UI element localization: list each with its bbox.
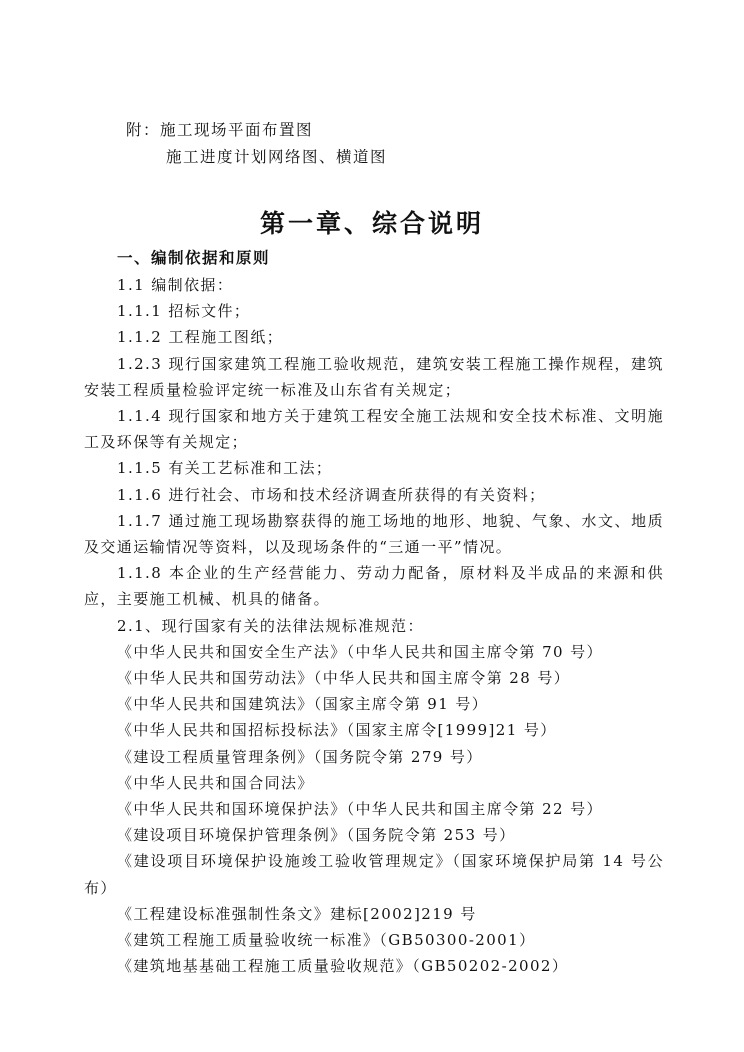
- law-reference: 《中华人民共和国招标投标法》（国家主席令[1999]21 号）: [117, 721, 557, 740]
- law-reference: 《建筑地基基础工程施工质量验收规范》（GB50202-2002）: [117, 957, 569, 976]
- paragraph: 1.2.3 现行国家建筑工程施工验收规范，建筑安装工程施工操作规程，建筑安装工程质量检验评定统一标准及山东省有关规定；: [84, 354, 664, 399]
- paragraph: 1.1.4 现行国家和地方关于建筑工程安全施工法规和安全技术标准、文明施工及环保等有关规定；: [84, 407, 664, 452]
- law-reference: 《建设项目环境保护设施竣工验收管理规定》（国家环境保护局第 14 号公布）: [84, 852, 664, 897]
- appendix-line: 施工进度计划网络图、横道图: [166, 148, 388, 166]
- paragraph: 1.1 编制依据：: [117, 276, 234, 294]
- chapter-title: 第一章、综合说明: [259, 209, 484, 238]
- body-content: [84, 272, 664, 979]
- law-reference: 《工程建设标准强制性条文》建标[2002]219 号: [117, 904, 477, 923]
- appendix-line: 附：施工现场平面布置图: [126, 121, 314, 139]
- paragraph: 1.1.6 进行社会、市场和技术经济调查所获得的有关资料；: [117, 485, 546, 504]
- law-reference: 《中华人民共和国环境保护法》（中华人民共和国主席令第 22 号）: [117, 800, 603, 819]
- law-reference: 《中华人民共和国劳动法》（中华人民共和国主席令第 28 号）: [117, 669, 571, 688]
- paragraph: 1.1.8 本企业的生产经营能力、劳动力配备，原材料及半成品的来源和供应，主要施工机械、机具的储备。: [84, 564, 664, 609]
- law-reference: 《中华人民共和国合同法》: [117, 773, 314, 792]
- paragraph: 2.1、现行国家有关的法律法规标准规范：: [117, 616, 424, 635]
- paragraph: 1.1.7 通过施工现场勘察获得的施工场地的地形、地貌、气象、水文、地质及交通运输情况等资料，以及现场条件的“三通一平”情况。: [84, 511, 664, 557]
- paragraph: 1.1.1 招标文件；: [117, 302, 251, 321]
- section-heading: 一、编制依据和原则: [117, 248, 271, 267]
- law-reference: 《中华人民共和国建筑法》（国家主席令第 91 号）: [117, 695, 489, 714]
- paragraph: 1.1.5 有关工艺标准和工法；: [117, 459, 333, 478]
- paragraph: 1.1.2 工程施工图纸；: [117, 328, 284, 347]
- law-reference: 《建设项目环境保护管理条例》（国务院令第 253 号）: [117, 826, 516, 845]
- law-reference: 《中华人民共和国安全生产法》（中华人民共和国主席令第 70 号）: [117, 642, 603, 661]
- law-reference: 《建筑工程施工质量验收统一标准》（GB50300-2001）: [117, 931, 536, 950]
- law-reference: 《建设工程质量管理条例》（国务院令第 279 号）: [117, 747, 483, 766]
